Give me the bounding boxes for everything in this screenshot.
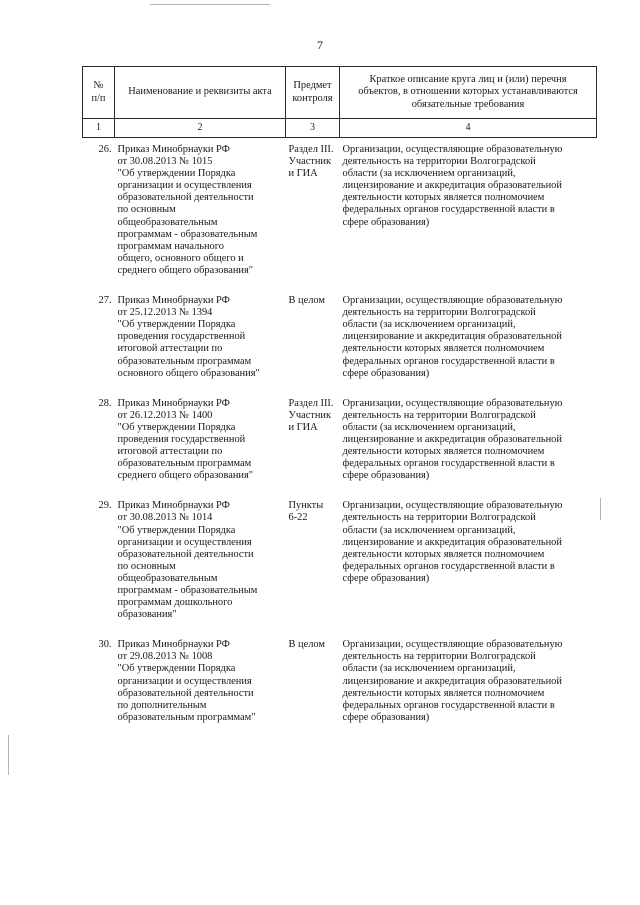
cell-line: "Об утверждении Порядка <box>117 168 236 180</box>
row-spacer-cell <box>83 621 597 633</box>
cell-line: федеральных органов государственной власти в <box>342 204 555 216</box>
row-number: 28. <box>98 397 112 409</box>
column-number: 3 <box>286 119 340 138</box>
cell-line: программам - образовательным <box>117 228 258 240</box>
cell-line: программам - образовательным <box>117 585 258 596</box>
cell-line: Организации, осуществляющие образовательную <box>342 639 563 651</box>
cell-line: и ГИА <box>288 168 318 180</box>
cell-line: и ГИА <box>288 421 318 433</box>
cell-line: деятельности которых является полномочием <box>342 343 545 355</box>
header-control-subject <box>286 67 340 119</box>
cell-line: образования" <box>117 609 177 621</box>
acts-table <box>82 66 597 724</box>
cell-line: деятельность на территории Волгоградской <box>342 307 536 319</box>
cell-line: проведения государственной <box>117 433 246 445</box>
cell-line: "Об утверждении Порядка <box>117 319 236 331</box>
description <box>340 494 597 621</box>
cell-line: проведения государственной <box>117 331 246 343</box>
cell-line: от 29.08.2013 № 1008 <box>117 651 213 663</box>
column-number-row <box>83 119 597 138</box>
cell-line: федеральных органов государственной власти в <box>342 560 555 572</box>
table-row <box>83 633 597 724</box>
cell-line: сфере образования) <box>342 367 430 379</box>
cell-line: лицензирование и аккредитация образовательной <box>342 536 562 548</box>
cell-line: Приказ Минобрнауки РФ <box>117 397 230 409</box>
cell-line: В целом <box>288 295 325 307</box>
cell-line: образовательной деятельности <box>117 192 254 204</box>
control-subject <box>286 633 340 724</box>
cell-line: итоговой аттестации по <box>117 343 223 355</box>
cell-line: Участник <box>288 156 332 168</box>
description <box>340 392 597 483</box>
cell-line: "Об утверждении Порядка <box>117 421 236 433</box>
description <box>340 138 597 278</box>
cell-line: по дополнительным <box>117 699 207 711</box>
cell-line: области (за исключением организаций, <box>342 168 516 180</box>
cell-line: итоговой аттестации по <box>117 446 223 458</box>
header-number <box>83 67 115 119</box>
cell-line: лицензирование и аккредитация образовательной <box>342 675 562 687</box>
cell-line: Организации, осуществляющие образовательную <box>342 295 563 307</box>
cell-line: по основным <box>117 560 176 572</box>
cell-line: Организации, осуществляющие образовательную <box>342 500 563 512</box>
cell-line: лицензирование и аккредитация образовательной <box>342 433 562 445</box>
cell-line: образовательной деятельности <box>117 687 254 699</box>
cell-line: среднего общего образования" <box>117 470 253 482</box>
cell-line: Предмет <box>293 80 332 92</box>
cell-line: программам дошкольного <box>117 597 233 609</box>
cell-line: деятельность на территории Волгоградской <box>342 651 536 663</box>
description <box>340 289 597 380</box>
column-number: 2 <box>115 119 286 138</box>
scan-artifact <box>8 735 9 775</box>
cell-line: организации и осуществления <box>117 180 252 192</box>
cell-line: № <box>93 80 104 92</box>
cell-line: объектов, в отношении которых устанавливаются <box>358 86 578 98</box>
cell-line: общего, основного общего и <box>117 252 244 264</box>
cell-line: среднего общего образования" <box>117 264 253 276</box>
cell-line: лицензирование и аккредитация образовательной <box>342 180 562 192</box>
scan-artifact <box>150 4 270 5</box>
header-description <box>340 67 597 119</box>
row-spacer-cell <box>83 482 597 494</box>
cell-line: п/п <box>91 92 106 104</box>
control-subject <box>286 494 340 621</box>
cell-line: контроля <box>292 92 333 104</box>
table-body <box>83 138 597 724</box>
cell-line: Организации, осуществляющие образовательную <box>342 144 563 155</box>
cell-line: образовательным программам <box>117 355 252 367</box>
header-row <box>83 67 597 119</box>
cell-line: от 26.12.2013 № 1400 <box>117 409 213 421</box>
cell-line: деятельности которых является полномочием <box>342 446 545 458</box>
table-row <box>83 494 597 621</box>
table-row <box>83 392 597 483</box>
control-subject <box>286 392 340 483</box>
cell-line: Организации, осуществляющие образовательную <box>342 397 563 409</box>
row-spacer-cell <box>83 380 597 392</box>
cell-line: деятельность на территории Волгоградской <box>342 409 536 421</box>
act-name <box>115 289 286 380</box>
cell-line: деятельность на территории Волгоградской <box>342 512 536 524</box>
cell-line: В целом <box>288 639 325 651</box>
row-number: 26. <box>98 144 112 155</box>
cell-line: сфере образования) <box>342 572 430 584</box>
cell-line: от 30.08.2013 № 1014 <box>117 512 213 524</box>
table-header <box>83 67 597 138</box>
row-spacer-cell <box>83 277 597 289</box>
cell-line: Пункты <box>288 500 324 512</box>
control-subject <box>286 138 340 278</box>
row-spacer <box>83 380 597 392</box>
cell-line: деятельность на территории Волгоградской <box>342 156 536 168</box>
cell-line: области (за исключением организаций, <box>342 421 516 433</box>
cell-line: от 30.08.2013 № 1015 <box>117 156 213 168</box>
act-name <box>115 138 286 278</box>
cell-line: 6-22 <box>288 512 308 524</box>
cell-line: федеральных органов государственной власти в <box>342 355 555 367</box>
cell-line: сфере образования) <box>342 470 430 482</box>
cell-line: Краткое описание круга лиц и (или) перечня <box>369 74 567 86</box>
cell-line: "Об утверждении Порядка <box>117 663 236 675</box>
cell-line: федеральных органов государственной власти в <box>342 458 555 470</box>
cell-line: Приказ Минобрнауки РФ <box>117 500 230 512</box>
cell-line: по основным <box>117 204 176 216</box>
row-number: 30. <box>98 639 112 651</box>
column-number: 4 <box>340 119 597 138</box>
cell-line: общеобразовательным <box>117 572 218 584</box>
row-number: 27. <box>98 295 112 307</box>
act-name <box>115 392 286 483</box>
cell-line: сфере образования) <box>342 711 430 723</box>
control-subject <box>286 289 340 380</box>
cell-line: образовательной деятельности <box>117 548 254 560</box>
cell-line: деятельности которых является полномочием <box>342 192 545 204</box>
column-number: 1 <box>83 119 115 138</box>
cell-line: организации и осуществления <box>117 536 252 548</box>
cell-line: "Об утверждении Порядка <box>117 524 236 536</box>
cell-line: Участник <box>288 409 332 421</box>
cell-line: федеральных органов государственной власти в <box>342 699 555 711</box>
cell-line: образовательным программам <box>117 458 252 470</box>
row-spacer <box>83 482 597 494</box>
row-spacer <box>83 621 597 633</box>
cell-line: Приказ Минобрнауки РФ <box>117 295 230 307</box>
cell-line: сфере образования) <box>342 216 430 228</box>
cell-line: деятельности которых является полномочием <box>342 687 545 699</box>
row-spacer <box>83 277 597 289</box>
cell-line: образовательным программам" <box>117 711 256 723</box>
cell-line: основного общего образования" <box>117 367 260 379</box>
cell-line: общеобразовательным <box>117 216 218 228</box>
cell-line: области (за исключением организаций, <box>342 663 516 675</box>
cell-line: Наименование и реквизиты акта <box>128 86 272 98</box>
table-row <box>83 138 597 278</box>
cell-line: области (за исключением организаций, <box>342 319 516 331</box>
cell-line: области (за исключением организаций, <box>342 524 516 536</box>
cell-line: программам начального <box>117 240 224 252</box>
cell-line: лицензирование и аккредитация образовательной <box>342 331 562 343</box>
cell-line: Раздел III. <box>288 397 334 409</box>
cell-line: обязательные требования <box>411 98 525 110</box>
act-name <box>115 633 286 724</box>
cell-line: организации и осуществления <box>117 675 252 687</box>
row-number: 29. <box>98 500 112 512</box>
table-row <box>83 289 597 380</box>
scan-artifact <box>600 498 601 520</box>
header-act-name <box>115 67 286 119</box>
cell-line: Приказ Минобрнауки РФ <box>117 639 230 651</box>
act-name <box>115 494 286 621</box>
description <box>340 633 597 724</box>
cell-line: деятельности которых является полномочием <box>342 548 545 560</box>
cell-line: от 25.12.2013 № 1394 <box>117 307 213 319</box>
page-number: 7 <box>317 38 323 52</box>
cell-line: Раздел III. <box>288 144 334 155</box>
cell-line: Приказ Минобрнауки РФ <box>117 144 230 155</box>
